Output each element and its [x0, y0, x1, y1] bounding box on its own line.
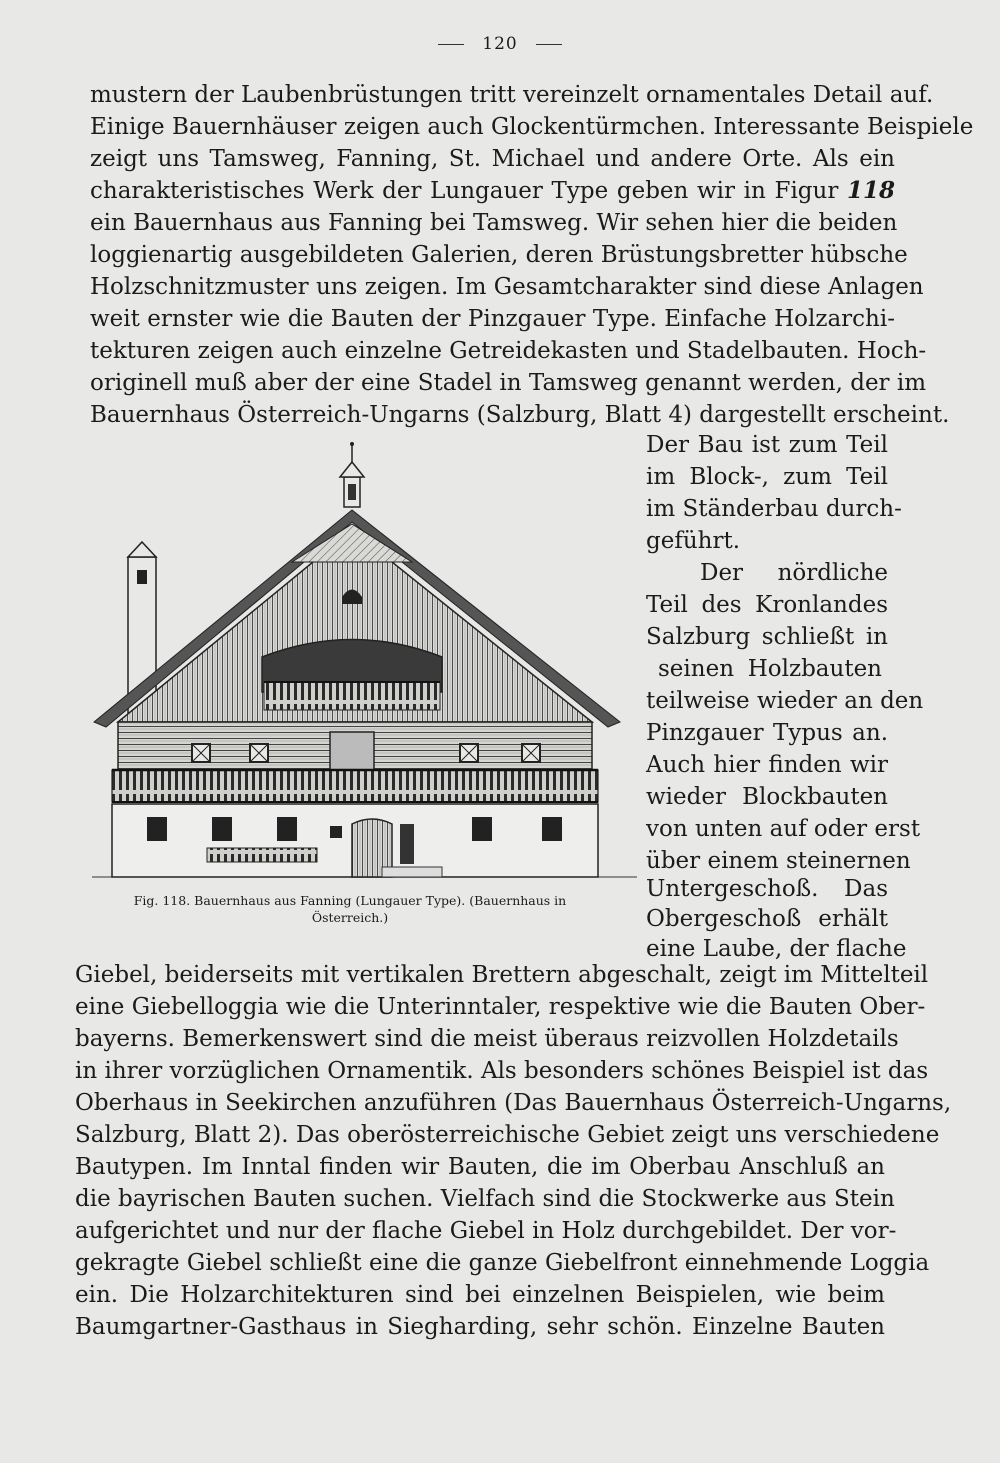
figure-reference: 118 [847, 177, 896, 204]
column-text-line: Auch hier finden wir [646, 752, 888, 778]
column-text-line: Obergeschoß erhält [646, 906, 888, 932]
farmhouse-drawing [82, 432, 642, 892]
column-text-line: Untergeschoß. Das [646, 876, 888, 902]
column-text-line: seinen Holzbauten [658, 656, 882, 682]
column-text-line: Salzburg schließt in [646, 624, 888, 650]
column-text-line: wieder Blockbauten [646, 784, 888, 810]
text-line: mustern der Laubenbrüstungen tritt vereinzelt ornamentales Detail auf. [90, 82, 934, 108]
text-line: aufgerichtet und nur der flache Giebel in Holz durchgebildet. Der vor- [75, 1218, 897, 1244]
text-line: Oberhaus in Seekirchen anzuführen (Das Bauernhaus Österreich-Ungarns, [75, 1090, 952, 1116]
text-line: bayerns. Bemerkenswert sind die meist überaus reizvollen Holzdetails [75, 1026, 899, 1052]
column-text-line: geführt. [646, 528, 741, 554]
text-line: ein Bauernhaus aus Fanning bei Tamsweg. Wir sehen hier die beiden [90, 210, 898, 236]
text-line: tekturen zeigen auch einzelne Getreidekasten und Stadelbauten. Hoch- [90, 338, 927, 364]
text-line: die bayrischen Bauten suchen. Vielfach sind die Stockwerke aus Stein [75, 1186, 895, 1212]
column-text-line: von unten auf oder erst [646, 816, 921, 842]
text-line: Einige Bauernhäuser zeigen auch Glockentürmchen. Interessante Beispiele [90, 114, 974, 140]
column-text-line: eine Laube, der flache [646, 936, 907, 962]
column-text-line: Der Bau ist zum Teil [646, 432, 888, 458]
page-number-dash-left [438, 44, 464, 45]
text-line [90, 176, 895, 206]
text-line: loggienartig ausgebildeten Galerien, deren Brüstungsbretter hübsche [90, 242, 908, 268]
text-line: Giebel, beiderseits mit vertikalen Brettern abgeschalt, zeigt im Mittelteil [75, 962, 929, 988]
figure-caption-line: Fig. 118. Bauernhaus aus Fanning (Lungauer Type). (Bauernhaus in [133, 893, 567, 908]
text-line: zeigt uns Tamsweg, Fanning, St. Michael und andere Orte. Als ein [90, 146, 895, 172]
column-text-line: im Ständerbau durch- [646, 496, 902, 522]
text-line: originell muß aber der eine Stadel in Tamsweg genannt werden, der im [90, 370, 927, 396]
text-line: ein. Die Holzarchitekturen sind bei einzelnen Beispielen, wie beim [75, 1282, 885, 1308]
column-text-line: Der nördliche [700, 560, 888, 586]
page-number: 120 [482, 34, 518, 54]
page-number-dash-right [536, 44, 562, 45]
column-text-line: teilweise wieder an den [646, 688, 924, 714]
figure-caption-line: Österreich.) [311, 910, 389, 925]
column-text-line: Teil des Kronlandes [646, 592, 888, 618]
column-text-line: Pinzgauer Typus an. [646, 720, 888, 746]
text-line-part: charakteristisches Werk der Lungauer Type geben wir in Figur [90, 178, 839, 204]
text-line: Bautypen. Im Inntal finden wir Bauten, die im Oberbau Anschluß an [75, 1154, 885, 1180]
text-line: eine Giebelloggia wie die Unterinntaler, respektive wie die Bauten Ober- [75, 994, 926, 1020]
figure-farmhouse-illustration [82, 432, 642, 892]
column-text-line: im Block-, zum Teil [646, 464, 888, 490]
text-line: gekragte Giebel schließt eine die ganze Giebelfront einnehmende Loggia [75, 1250, 930, 1276]
text-line: Bauernhaus Österreich-Ungarns (Salzburg, Blatt 4) dargestellt erscheint. [90, 402, 950, 428]
figure-caption [80, 892, 620, 926]
text-line: in ihrer vorzüglichen Ornamentik. Als besonders schönes Beispiel ist das [75, 1058, 929, 1084]
column-text-line: über einem steinernen [646, 848, 911, 874]
text-line: Salzburg, Blatt 2). Das oberösterreichische Gebiet zeigt uns verschiedene [75, 1122, 940, 1148]
page-number-header [0, 34, 1000, 54]
text-line: weit ernster wie die Bauten der Pinzgauer Type. Einfache Holzarchi- [90, 306, 895, 332]
text-line: Baumgartner-Gasthaus in Siegharding, sehr schön. Einzelne Bauten [75, 1314, 885, 1340]
text-line: Holzschnitzmuster uns zeigen. Im Gesamtcharakter sind diese Anlagen [90, 274, 924, 300]
